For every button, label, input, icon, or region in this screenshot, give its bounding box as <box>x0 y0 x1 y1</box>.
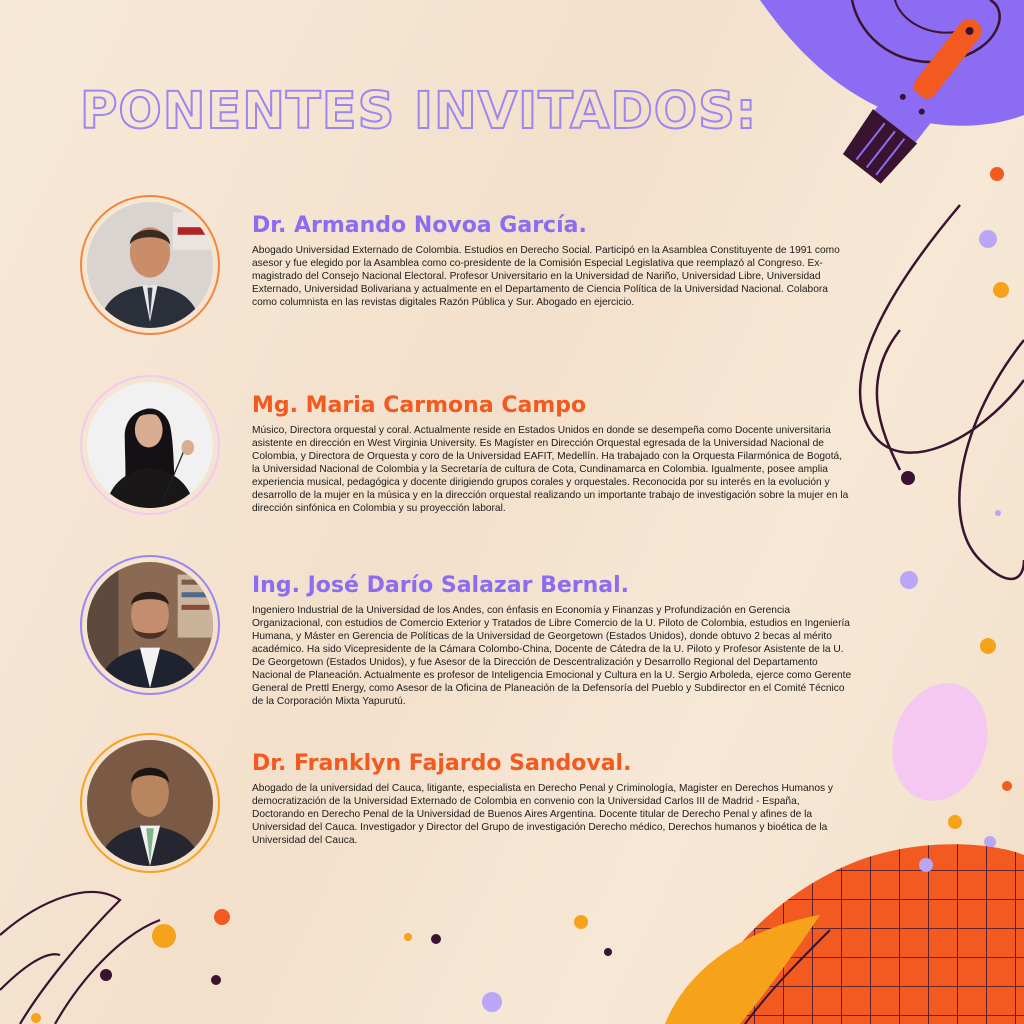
speaker-info <box>252 573 852 708</box>
pink-oval-shape <box>878 671 1003 814</box>
speaker-name: Dr. Armando Novoa García. <box>252 213 587 238</box>
dot <box>604 948 612 956</box>
speaker-photo <box>80 555 220 695</box>
speaker-name: Mg. Maria Carmona Campo <box>252 393 587 418</box>
dot <box>948 815 962 829</box>
dot <box>984 836 996 848</box>
woman-portrait-icon <box>87 382 213 508</box>
speaker-bio: Abogado Universidad Externado de Colombia. Estudios en Derecho Social. Participó en la Asamblea Constituyente de 1991 como asesor y fue elegido por la Asamblea como co-presidente de la Comisión Especial Legislativa que reemplazó al Congreso. Ex-magistrado del Consejo Nacional Electoral. Profesor Universitario en la Universidad de Nariño, Universidad Libre, Universidad Externado, Universidad Bolivariana y actualmente en el Departamento de Ciencia Política de la Universidad Nacional. Colabora como columnista en las revistas digitales Razón Pública y Sur. Abogado en ejercicio. <box>252 245 840 308</box>
speaker-photo <box>80 195 220 335</box>
man-portrait-icon <box>87 740 213 866</box>
dot <box>214 909 230 925</box>
speaker-info <box>252 213 852 309</box>
dot <box>31 1013 41 1023</box>
squiggle-line <box>0 892 160 1024</box>
speaker-info <box>252 751 852 847</box>
dot <box>980 638 996 654</box>
speaker-bio: Ingeniero Industrial de la Universidad de los Andes, con énfasis en Economía y Finanzas y Profundización en Gerencia Organizacional, con estudios de Comercio Exterior y Tratados de Libre Comercio de la U. Piloto de Colombia, estudios en Ingeniería Humana, y Máster en Gerencia de Políticas de la Universidad de Georgetown (Estados Unidos), donde obtuvo 2 becas al mérito académico. Ha sido Vicepresidente de la Cámara Colombo-China, Docente de Cátedra de la U. Piloto y Profesor Asistente de la U. De Georgetown (Estados Unidos), y fue Asesor de la Dirección de Descentralización y Desarrollo Regional del Departamento Nacional de Planeación. Actualmente es profesor de Inteligencia Emocional y Cultura en la U. Sergio Arboleda, ejerce como Gerente General de Prettl Energy, como Asesor de la Oficina de Planeación de la Defensoría del Pueblo y Subdirector en el Comité Técnico de la Corporación Mixta Yapurutú. <box>252 605 852 707</box>
dot <box>152 924 176 948</box>
speaker-name: Ing. José Darío Salazar Bernal. <box>252 573 630 598</box>
dot <box>900 571 918 589</box>
speaker-photo <box>80 375 220 515</box>
dot <box>990 167 1004 181</box>
dot <box>919 858 933 872</box>
speaker-bio: Abogado de la universidad del Cauca, litigante, especialista en Derecho Penal y Criminología, Magister en Derechos Humanos y democratización de la Universidad Externado de Colombia en convenio con la Universidad Carlos III de Madrid - España, Doctorando en Derecho Penal de la Universidad de Buenos Aires Argentina. Docente titular de Derecho Penal y afines de la Universidad del Cauca. Investigador y Director del Grupo de investigación Derecho médico, Derechos humanos y bioética de la Universidad del Cauca. <box>252 783 834 846</box>
dot <box>100 969 112 981</box>
dot <box>574 915 588 929</box>
dot <box>1002 781 1012 791</box>
speaker-photo <box>80 733 220 873</box>
dot <box>979 230 997 248</box>
dot <box>993 282 1009 298</box>
dot <box>995 510 1001 516</box>
dot <box>482 992 502 1012</box>
dot <box>431 934 441 944</box>
man-portrait-icon <box>87 202 213 328</box>
speaker-name: Dr. Franklyn Fajardo Sandoval. <box>252 751 632 776</box>
page-title: PONENTES INVITADOS: <box>80 82 758 141</box>
dot <box>901 471 915 485</box>
speaker-info <box>252 393 852 515</box>
dot <box>404 933 412 941</box>
speaker-bio: Músico, Directora orquestal y coral. Actualmente reside en Estados Unidos en donde se desempeña como Docente universitaria asistente en dirección en West Virginia University. Es Magíster en Dirección Orquestal egresada de la Universidad Nacional de Colombia, y Directora de Orquesta y coro de la Universidad EAFIT, Medellín. Ha trabajado con la Orquesta Filarmónica de Bogotá, la Universidad Nacional de Colombia y la Secretaría de cultura de Cota, Cundinamarca en Colombia. Igualmente, posee amplia experiencia musical, pedagógica y docente dirigiendo grupos corales y orquestales. Reconocida por su interés en la evolución y desarrollo de la mujer en la música y en la dirección orquestal realizando un importante trabajo de investigación sobre la mujer en la dirección sinfónica en Colombia y su proyección laboral. <box>252 425 849 514</box>
man-portrait-icon <box>87 562 213 688</box>
swirl-line <box>860 205 1024 579</box>
dot <box>211 975 221 985</box>
